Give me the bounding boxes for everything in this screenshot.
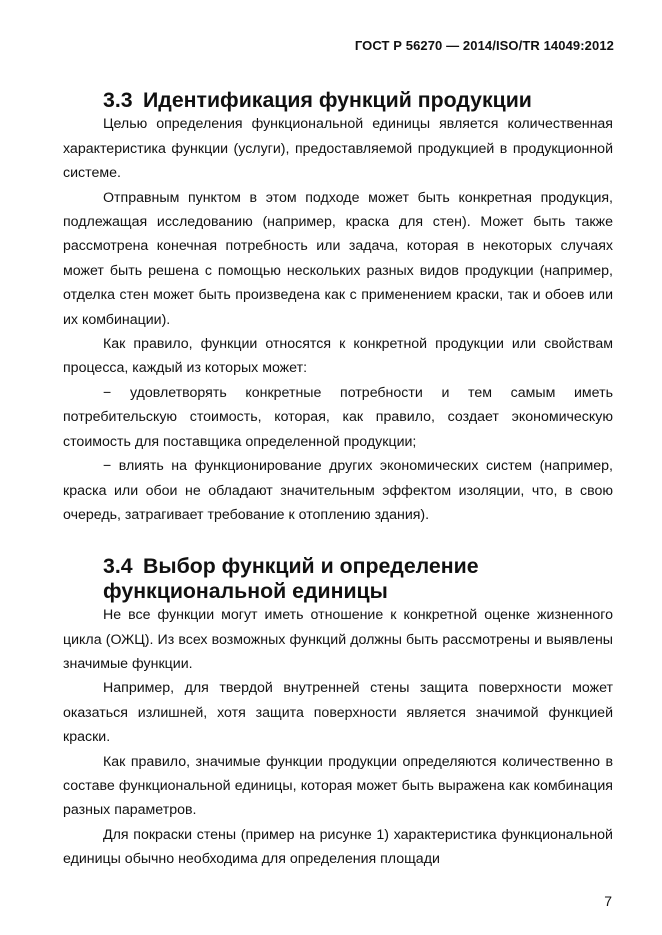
paragraph: Целью определения функциональной единицы является количественная характеристика функции (услуги), предоставляемой продукцией в продукционной системе.	[63, 116, 613, 182]
list-item: − влиять на функционирование других экономических систем (например, краска или обои не обладают значительным эффектом изоляции, что, в свою очередь, затрагивает требование к отоплению здания).	[63, 458, 613, 523]
document-header-code: ГОСТ Р 56270 — 2014/ISO/TR 14049:2012	[354, 38, 614, 53]
section-number: 3.3	[103, 88, 133, 112]
paragraph: Например, для твердой внутренней стены защита поверхности может оказаться излишней, хотя защита поверхности является значимой функцией краски.	[63, 680, 613, 746]
section-heading-3-3	[63, 88, 613, 112]
paragraph: Как правило, функции относятся к конкретной продукции или свойствам процесса, каждый из которых может:	[63, 336, 613, 377]
section-title: Выбор функций и определение функциональной единицы	[103, 554, 479, 603]
paragraph: Не все функции могут иметь отношение к конкретной оценке жизненного цикла (ОЖЦ). Из всех возможных функций должны быть рассмотрены и выявлены значимые функции.	[63, 607, 613, 672]
section-title: Идентификация функций продукции	[143, 88, 532, 112]
paragraph: Отправным пунктом в этом подходе может быть конкретная продукция, подлежащая исследованию (например, краска для стен). Может быть также рассмотрена конечная потребность или задача, которая в некоторых случаях может быть решена с помощью нескольких разных видов продукции (например, отделка стен может быть произведена как с применением краски, так и обоев или их комбинации).	[63, 189, 613, 328]
paragraph: Для покраски стены (пример на рисунке 1) характеристика функциональной единицы обычно необходима для определения площади	[63, 826, 613, 868]
section-number: 3.4	[103, 554, 133, 579]
paragraph: Как правило, значимые функции продукции определяются количественно в составе функциональной единицы, которая может быть выражена как комбинация разных параметров.	[63, 753, 613, 819]
page-number: 7	[604, 893, 612, 909]
section-heading-3-4	[63, 554, 613, 603]
page-body	[63, 88, 613, 872]
list-item: − удовлетворять конкретные потребности и тем самым иметь потребительскую стоимость, которая, как правило, создает экономическую стоимость для поставщика определенной продукции;	[63, 384, 613, 450]
